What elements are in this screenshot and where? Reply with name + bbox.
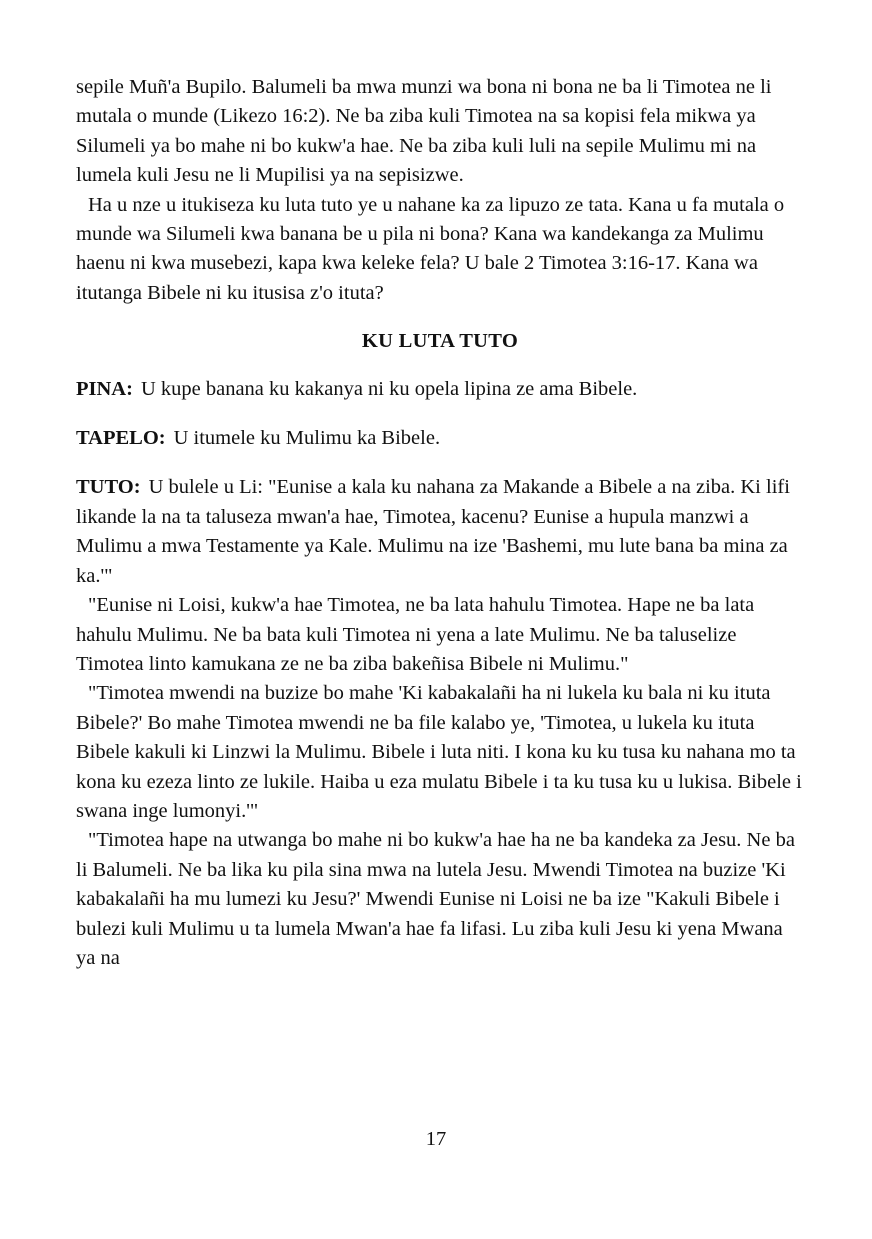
story-paragraph: "Timotea mwendi na buzize bo mahe 'Ki kabakalañi ha ni lukela ku bala ni ku ituta Bibele?' Bo mahe Timotea mwendi ne ba file kalabo ye, 'Timotea, u lukela ku ituta Bibele kakuli ki Linzwi la Mulimu. Bibele i luta niti. I kona ku ku tusa ku nahana mo ta kona ku ezeza linto ze lukile. Haiba u eza mulatu Bibele i ta ku tusa ku u lukisa. Bibele i swana inge lumonyi.'"	[76, 682, 802, 822]
pina-text: U kupe banana ku kakanya ni ku opela lipina ze ama Bibele.	[140, 377, 638, 400]
story-paragraph: "Timotea hape na utwanga bo mahe ni bo kukw'a hae ha ne ba kandeka za Jesu. Ne ba li Balumeli. Ne ba lika ku pila sina mwa na lutela Jesu. Mwendi Timotea na buzize 'Ki kabakalañi ha mu lumezi ku Jesu?' Mwendi Eunise ni Loisi ne ba ize "Kakuli Bibele i bulezi kuli Mulimu u ta lumela Mwan'a hae fa lifasi. Lu ziba kuli Jesu ki yena Mwana ya na	[76, 829, 795, 969]
pina-line	[76, 375, 804, 404]
story-paragraph: "Eunise ni Loisi, kukw'a hae Timotea, ne ba lata hahulu Timotea. Hape ne ba lata hahulu Mulimu. Ne ba bata kuli Timotea ni yena a late Mulimu. Ne ba taluselize Timotea linto kamukana ze ne ba ziba bakeñisa Bibele ni Mulimu."	[76, 594, 755, 675]
tapelo-label: TAPELO:	[76, 427, 166, 450]
pina-label: PINA:	[76, 377, 133, 400]
tapelo-text: U itumele ku Mulimu ka Bibele.	[173, 427, 441, 450]
tapelo-line	[76, 424, 804, 453]
tuto-paragraph	[76, 473, 804, 591]
tuto-label: TUTO:	[76, 476, 141, 499]
tuto-text: U bulele u Li: "Eunise a kala ku nahana za Makande a Bibele a na ziba. Ki lifi likande la na ta taluseza mwan'a hae, Timotea, kacenu? Eunise a hupula manzwi a Mulimu a mwa Testamente ya Kale. Mulimu na ize 'Bashemi, mu lute bana ba mina za ka.'"	[76, 476, 790, 587]
page-number: 17	[425, 1128, 447, 1150]
document-page	[76, 73, 804, 973]
body-paragraph: sepile Muñ'a Bupilo. Balumeli ba mwa munzi wa bona ni bona ne ba li Timotea ne li mutala o munde (Likezo 16:2). Ne ba ziba kuli Timotea na sa kopisi fela mikwa ya Silumeli ya bo mahe ni bo kukw'a hae. Ne ba ziba kuli luli na sepile Mulimu mi na lumela kuli Jesu ne li Mupilisi ya na sepisizwe.	[76, 76, 772, 187]
body-paragraph: Ha u nze u itukiseza ku luta tuto ye u nahane ka za lipuzo ze tata. Kana u fa mutala o munde wa Silumeli kwa banana be u pila ni bona? Kana wa kandekanga za Mulimu haenu ni kwa musebezi, kapa kwa keleke fela? U bale 2 Timotea 3:16-17. Kana wa itutanga Bibele ni ku itusisa z'o ituta?	[76, 193, 785, 304]
section-heading: KU LUTA TUTO	[361, 330, 519, 353]
